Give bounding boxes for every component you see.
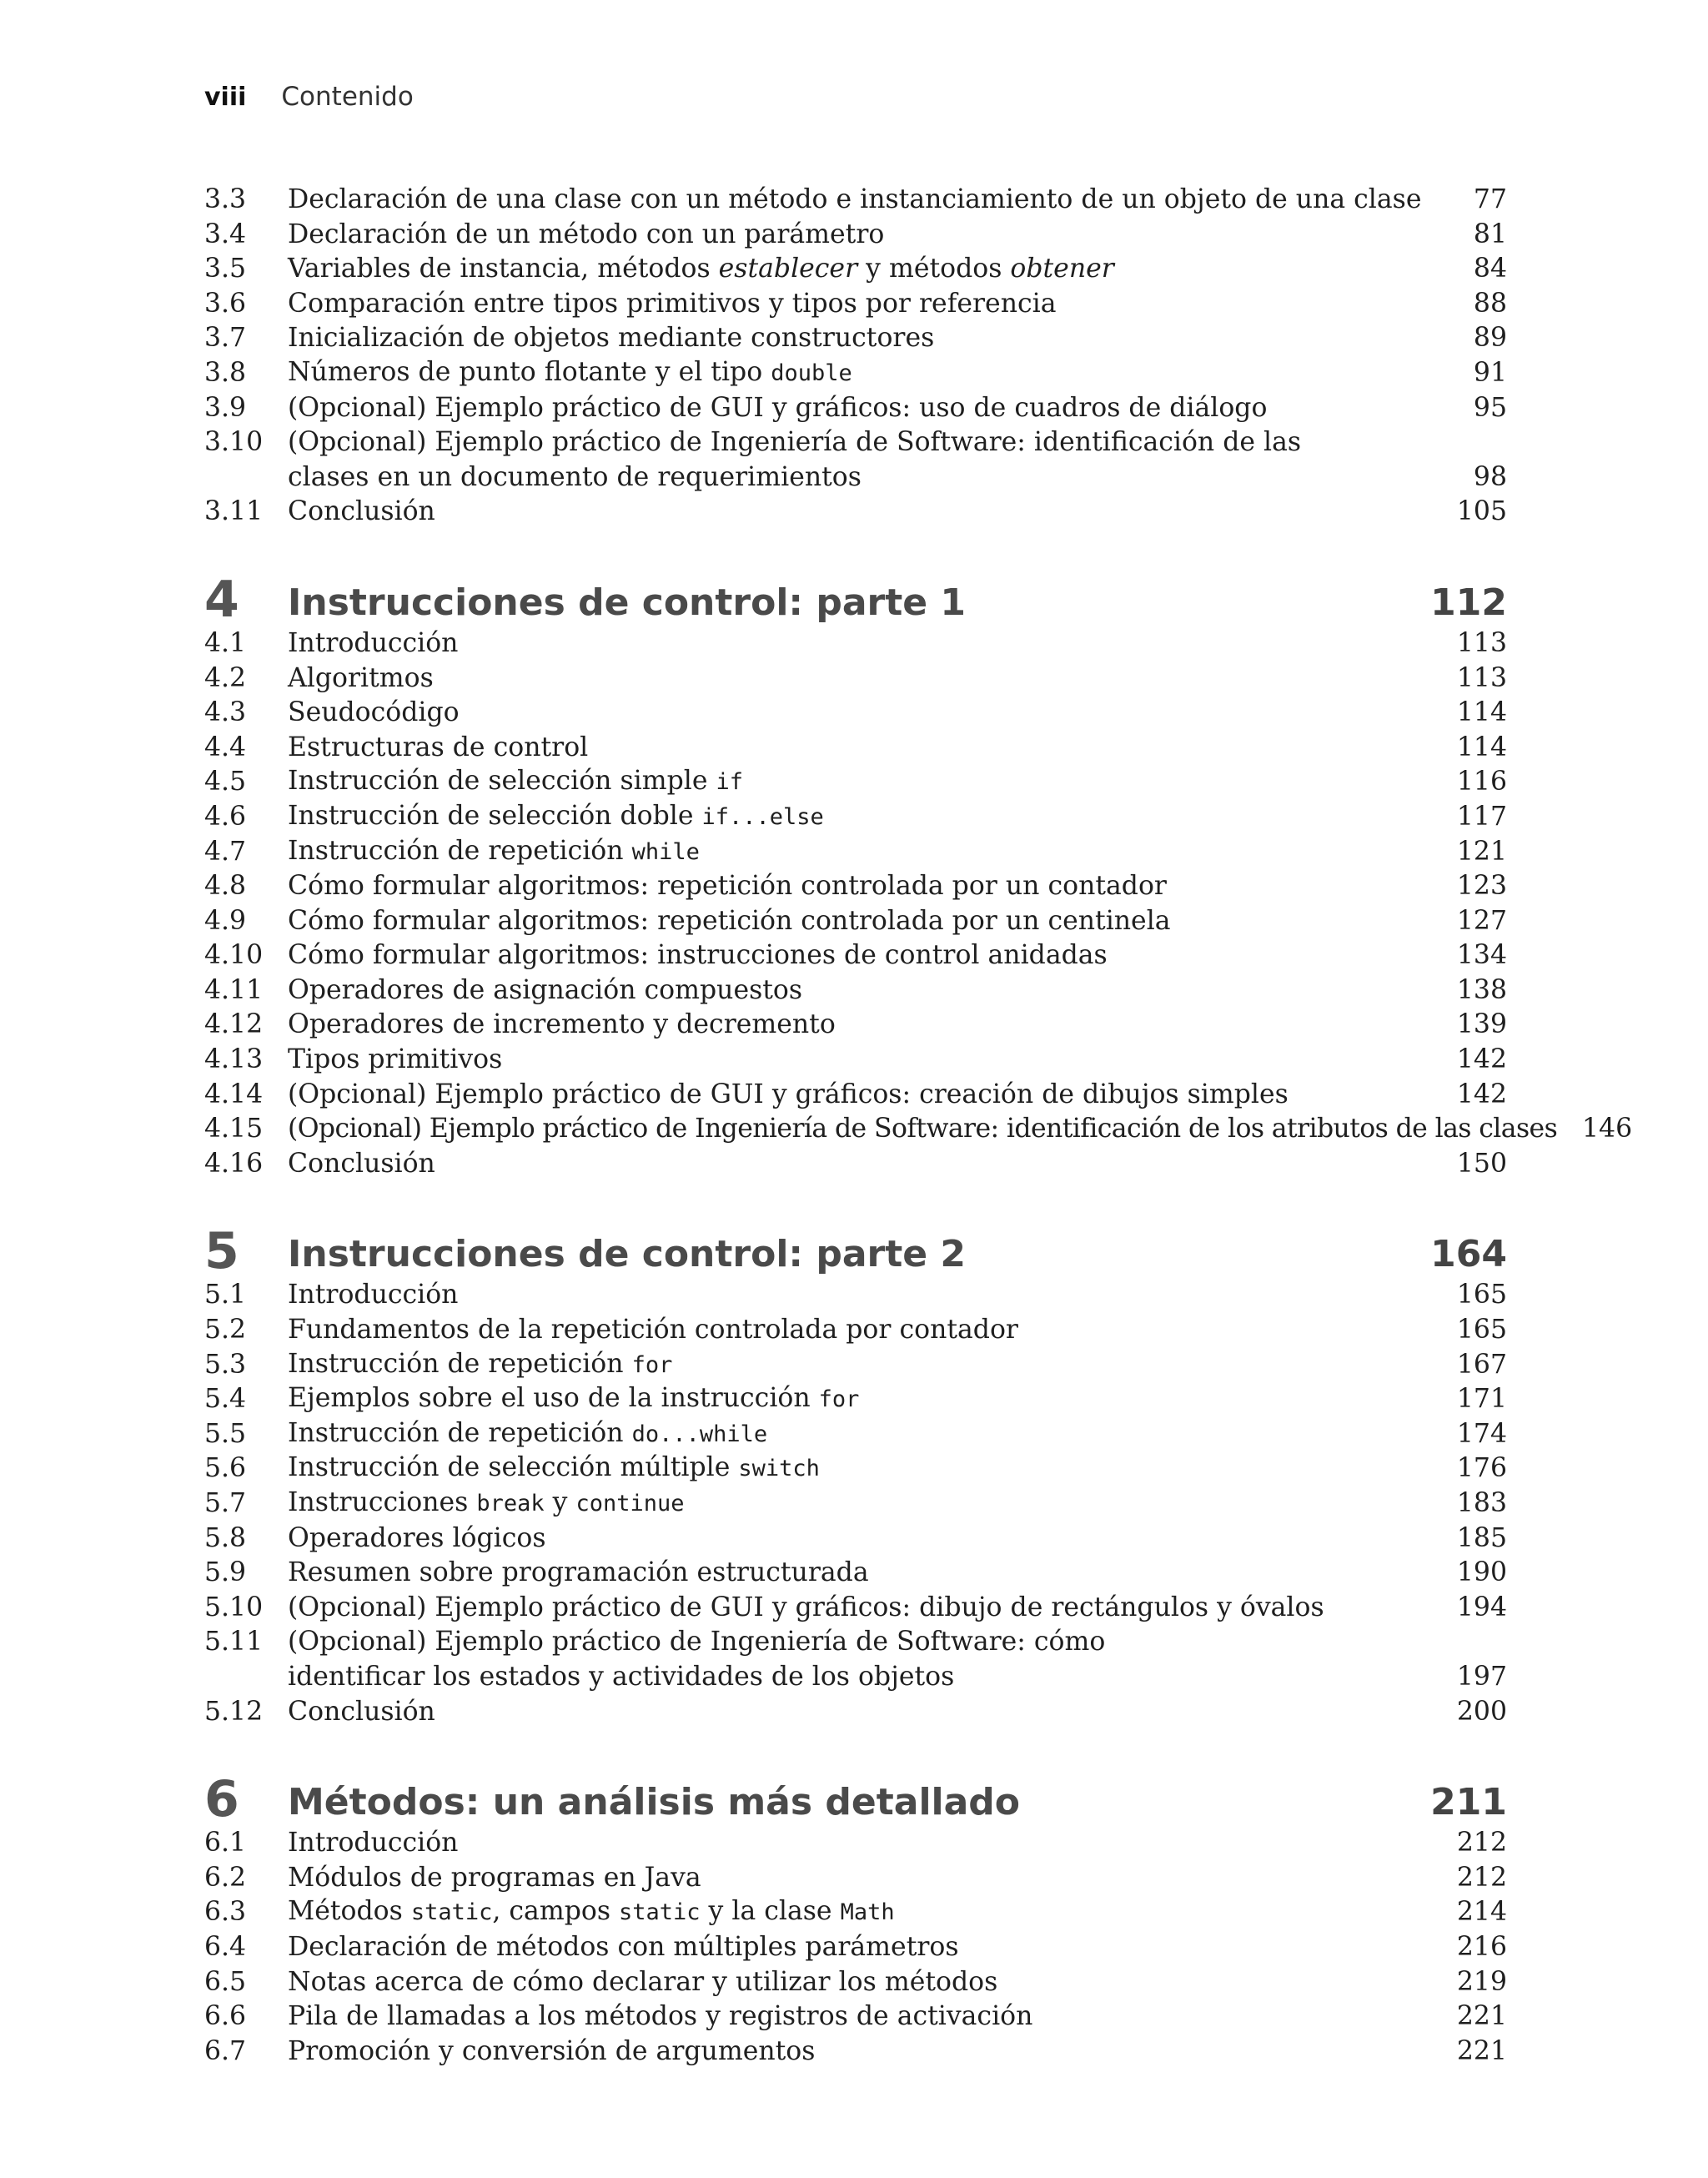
section-title: Instrucción de selección doble if...else [288,800,824,831]
toc-entry-6-6 [204,1999,1507,2035]
toc-entry-4-16 [204,1147,1507,1182]
section-title: Módulos de programas en Java [288,1862,701,1893]
section-title: (Opcional) Ejemplo práctico de Ingeniería de Software: identificación de los atributos de las clases [288,1114,1558,1144]
toc-entry-5-1 [204,1278,1507,1313]
chapter-heading-5 [204,1209,1507,1281]
toc-entry-6-5 [204,1965,1507,2000]
page-number: 138 [1456,974,1507,1005]
toc-entry-5-8 [204,1522,1507,1557]
toc-entry-4-10 [204,938,1507,973]
section-title: Operadores de incremento y decremento [288,1009,836,1040]
section-title: Introducción [288,1828,459,1859]
toc-entry-3-4 [204,218,1507,253]
chapter-heading-6 [204,1757,1507,1829]
section-title: Instrucción de repetición do...while [288,1417,768,1448]
section-title: (Opcional) Ejemplo práctico de GUI y gráficos: uso de cuadros de diálogo [288,392,1268,423]
toc-entry-3-10 [204,425,1507,495]
page-number: 190 [1456,1557,1507,1588]
page-number: 123 [1456,871,1507,902]
toc-entry-5-6 [204,1451,1507,1486]
toc-entry-4-4 [204,731,1507,766]
page-number: 89 [1473,323,1507,354]
chapter-title: Instrucciones de control: parte 1 [288,581,967,624]
toc-entry-5-7 [204,1486,1507,1522]
toc-entry-5-9 [204,1556,1507,1591]
toc-entry-4-2 [204,661,1507,697]
section-number: 4.8 [204,871,247,902]
page-number: 197 [1456,1661,1507,1692]
section-number: 6.4 [204,1931,247,1962]
section-number: 6.7 [204,2035,247,2066]
chapter-heading-4 [204,557,1507,629]
chapter-number: 4 [204,570,239,629]
section-number: 6.2 [204,1862,247,1893]
toc-entry-5-10 [204,1591,1507,1626]
running-title: Contenido [281,82,414,112]
section-number: 4.1 [204,627,247,658]
section-title: Instrucción de selección múltiple switch [288,1452,820,1483]
page-number: 176 [1456,1453,1507,1484]
section-number: 3.11 [204,496,264,527]
section-title: (Opcional) Ejemplo práctico de GUI y gráficos: dibujo de rectángulos y óvalos [288,1592,1324,1622]
section-number: 4.13 [204,1044,264,1075]
toc-entry-6-3 [204,1895,1507,1930]
page-number: 77 [1473,184,1507,214]
section-number: 3.10 [204,427,264,458]
section-title: Operadores de asignación compuestos [288,974,803,1005]
section-number: 4.11 [204,974,264,1005]
section-title: Tipos primitivos [288,1044,503,1075]
page-number: 146 [1582,1114,1633,1144]
page-number: 116 [1456,767,1507,797]
toc-entry-4-5 [204,765,1507,800]
section-number: 4.5 [204,767,247,797]
section-title: Notas acerca de cómo declarar y utilizar los métodos [288,1966,998,1997]
section-number: 4.14 [204,1079,264,1109]
toc-entry-4-3 [204,696,1507,731]
section-number: 3.8 [204,357,247,388]
section-number: 4.3 [204,697,247,728]
section-title: Fundamentos de la repetición controlada por contador [288,1315,1018,1346]
section-number: 5.7 [204,1488,247,1518]
toc-entry-4-14 [204,1078,1507,1113]
section-number: 4.15 [204,1114,264,1144]
page-number: 98 [1473,461,1507,492]
section-title: (Opcional) Ejemplo práctico de Ingeniería de Software: cómo identificar los estados y actividades de los objetos [288,1627,1106,1692]
section-title: (Opcional) Ejemplo práctico de GUI y gráficos: creación de dibujos simples [288,1079,1289,1109]
section-title: Declaración de métodos con múltiples parámetros [288,1931,959,1962]
section-number: 4.4 [204,732,247,762]
section-title: (Opcional) Ejemplo práctico de Ingeniería de Software: identificación de las clases en un documento de requerimientos [288,427,1302,492]
section-number: 6.1 [204,1828,247,1859]
page-number: 127 [1456,905,1507,936]
page-number: 165 [1456,1280,1507,1310]
toc-entry-5-11 [204,1625,1507,1694]
page-number: 88 [1473,288,1507,319]
section-title: Inicialización de objetos mediante constructores [288,323,935,354]
chapter-number: 5 [204,1222,239,1281]
section-number: 3.9 [204,392,247,423]
toc-entry-3-9 [204,391,1507,426]
section-title: Variables de instancia, métodos establecer y métodos obtener [288,254,1114,284]
toc-entry-6-2 [204,1861,1507,1896]
page-number: 171 [1456,1384,1507,1415]
page-number: 139 [1456,1009,1507,1040]
toc-entry-5-12 [204,1695,1507,1730]
page-number: 121 [1456,836,1507,867]
section-number: 5.6 [204,1453,247,1484]
page-number: 167 [1456,1349,1507,1380]
page-number: 212 [1456,1828,1507,1859]
toc-entry-4-8 [204,869,1507,904]
section-title: Declaración de una clase con un método e instanciamiento de un objeto de una clase [288,184,1422,214]
toc-entry-3-8 [204,356,1507,391]
section-title: Introducción [288,627,459,658]
section-title: Resumen sobre programación estructurada [288,1557,869,1588]
section-title: Instrucción de repetición for [288,1348,673,1379]
section-number: 4.6 [204,801,247,832]
page-number: 214 [1456,1897,1507,1928]
page-header [204,82,414,118]
section-number: 5.12 [204,1696,264,1727]
page-number: 142 [1456,1044,1507,1075]
page-number: 142 [1456,1079,1507,1109]
page-number: 134 [1456,940,1507,971]
section-number: 3.4 [204,219,247,249]
page-number: 219 [1456,1966,1507,1997]
page-number: 114 [1456,732,1507,762]
section-title: Cómo formular algoritmos: instrucciones de control anidadas [288,940,1108,971]
section-title: Comparación entre tipos primitivos y tipos por referencia [288,288,1057,319]
page-number: 84 [1473,254,1507,284]
section-title: Seudocódigo [288,697,460,728]
page-number: 212 [1456,1862,1507,1893]
toc-entry-6-1 [204,1826,1507,1861]
page-number: 114 [1456,697,1507,728]
page-number: 221 [1456,2001,1507,2032]
section-title: Instrucción de repetición while [288,835,700,866]
section-number: 5.4 [204,1384,247,1415]
toc-entry-5-2 [204,1313,1507,1348]
section-title: Operadores lógicos [288,1522,546,1553]
toc-entry-4-1 [204,626,1507,661]
page-number: 221 [1456,2035,1507,2066]
chapter-title: Instrucciones de control: parte 2 [288,1233,967,1276]
section-number: 5.3 [204,1349,247,1380]
page-number: 113 [1456,627,1507,658]
page-number: 174 [1456,1418,1507,1449]
section-number: 5.9 [204,1557,247,1588]
chapter-page: 211 [1430,1781,1507,1824]
section-title: Conclusión [288,1696,435,1727]
page-number: 113 [1456,662,1507,693]
toc-entry-5-3 [204,1348,1507,1383]
section-number: 3.6 [204,288,247,319]
page-number: 105 [1456,496,1507,527]
chapter-page: 112 [1430,581,1507,624]
page-number: 81 [1473,219,1507,249]
page-number: 117 [1456,801,1507,832]
section-number: 5.5 [204,1418,247,1449]
chapter-title: Métodos: un análisis más detallado [288,1781,1021,1824]
page-number: 194 [1456,1592,1507,1622]
section-title: Declaración de un método con un parámetro [288,219,885,249]
section-title: Ejemplos sobre el uso de la instrucción for [288,1383,860,1414]
toc-entry-3-11 [204,495,1507,530]
section-number: 4.10 [204,940,264,971]
toc-entry-5-5 [204,1417,1507,1452]
toc-entry-3-3 [204,183,1507,218]
toc-entry-5-4 [204,1382,1507,1417]
toc-entry-4-9 [204,904,1507,939]
section-number: 5.8 [204,1522,247,1553]
toc-entry-4-15 [204,1112,1633,1147]
section-number: 4.2 [204,662,247,693]
toc-entry-4-7 [204,835,1507,870]
section-number: 6.6 [204,2001,247,2032]
toc-entry-3-5 [204,252,1507,287]
page-number: 183 [1456,1488,1507,1518]
section-number: 3.3 [204,184,247,214]
section-title: Introducción [288,1280,459,1310]
page-number: 216 [1456,1931,1507,1962]
chapter-page: 164 [1430,1233,1507,1276]
section-number: 6.5 [204,1966,247,1997]
toc-entry-3-6 [204,287,1507,322]
section-title: Métodos static, campos static y la clase Math [288,1896,895,1927]
page-number: 95 [1473,392,1507,423]
toc-entry-6-4 [204,1930,1507,1965]
table-of-contents [204,183,1633,2069]
section-title: Conclusión [288,496,435,527]
toc-entry-4-11 [204,973,1507,1009]
section-title: Números de punto flotante y el tipo double [288,356,852,387]
page-number: 165 [1456,1315,1507,1346]
section-title: Instrucciones break y continue [288,1487,685,1517]
section-title: Pila de llamadas a los métodos y registros de activación [288,2001,1033,2032]
toc-entry-4-12 [204,1008,1507,1043]
section-title: Cómo formular algoritmos: repetición controlada por un contador [288,871,1167,902]
chapter-number: 6 [204,1770,239,1829]
section-number: 5.11 [204,1627,264,1657]
section-number: 5.10 [204,1592,264,1622]
page-number: 150 [1456,1148,1507,1179]
page-number: 91 [1473,357,1507,388]
section-title: Promoción y conversión de argumentos [288,2035,816,2066]
section-number: 3.7 [204,323,247,354]
section-title: Estructuras de control [288,732,589,762]
page-number: 185 [1456,1522,1507,1553]
section-number: 6.3 [204,1897,247,1928]
page-folio: viii [204,83,247,112]
section-title: Cómo formular algoritmos: repetición controlada por un centinela [288,905,1171,936]
toc-entry-4-13 [204,1043,1507,1078]
toc-entry-4-6 [204,800,1507,835]
page-number: 200 [1456,1696,1507,1727]
section-number: 5.2 [204,1315,247,1346]
section-title: Instrucción de selección simple if [288,766,744,797]
section-number: 4.16 [204,1148,264,1179]
section-number: 3.5 [204,254,247,284]
section-number: 5.1 [204,1280,247,1310]
section-number: 4.7 [204,836,247,867]
section-title: Algoritmos [288,662,434,693]
toc-entry-3-7 [204,321,1507,356]
toc-entry-6-7 [204,2035,1507,2070]
section-number: 4.9 [204,905,247,936]
section-number: 4.12 [204,1009,264,1040]
section-title: Conclusión [288,1148,435,1179]
